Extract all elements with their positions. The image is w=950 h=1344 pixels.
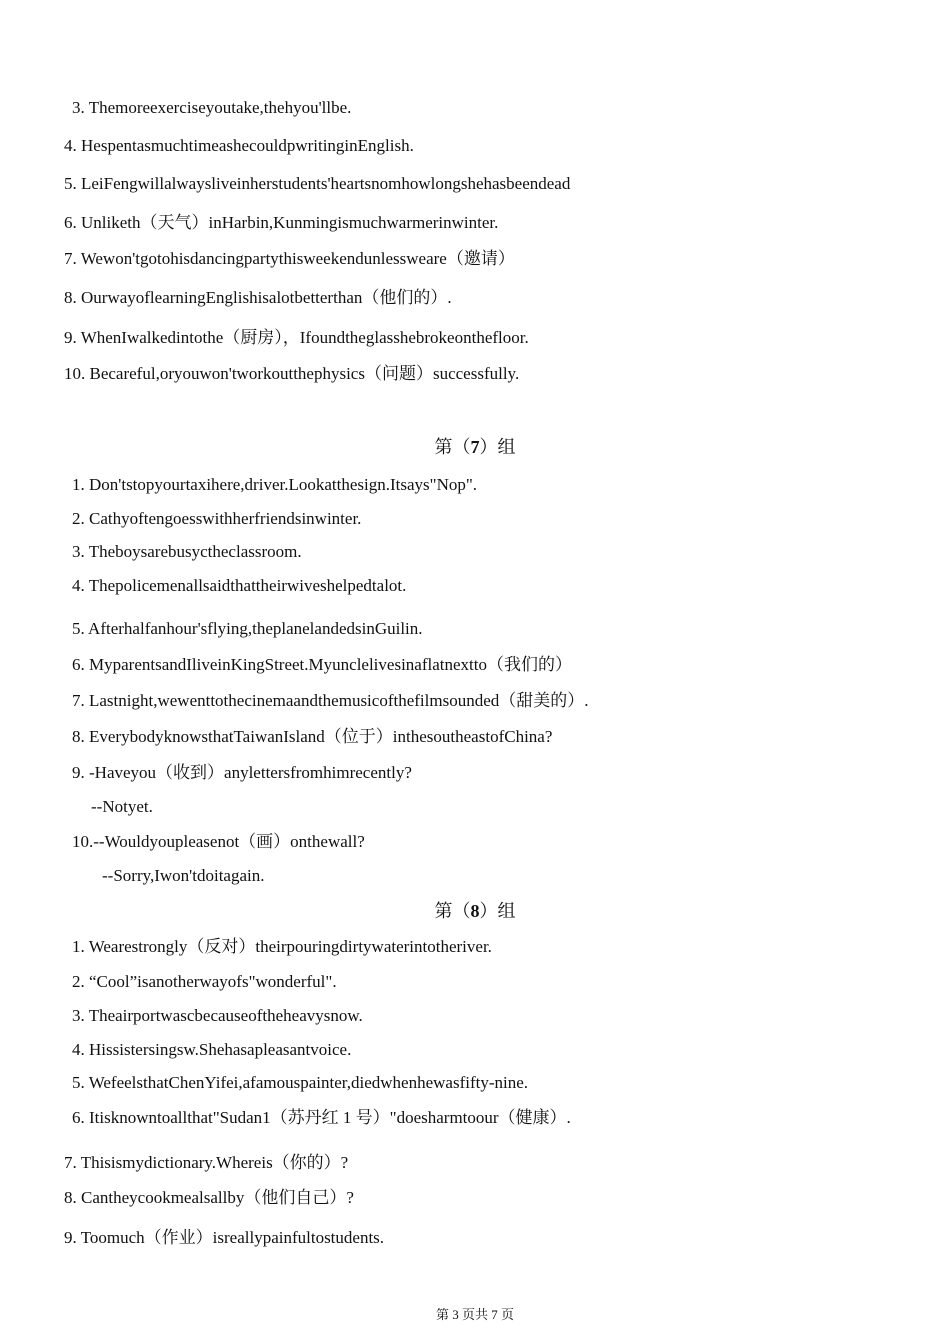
exercise-line: 10. Becareful,oryouwon'tworkoutthephysics（问题）successfully. xyxy=(64,364,520,383)
exercise-line: 3. Theairportwascbecauseoftheheavysnow. xyxy=(72,1006,363,1025)
exercise-line: 3. Theboysarebusyctheclassroom. xyxy=(72,542,302,561)
exercise-line: 6. Itisknowntoallthat"Sudan1（苏丹红 1 号）"doesharmtoour（健康）. xyxy=(72,1108,571,1127)
exercise-line: 4. Hissistersingsw.Shehasapleasantvoice. xyxy=(72,1040,352,1059)
exercise-line: 9. Toomuch（作业）isreallypainfultostudents. xyxy=(64,1228,385,1247)
exercise-line: 6. MyparentsandIliveinKingStreet.Myunclelivesinaflatnextto（我们的） xyxy=(72,655,572,674)
exercise-line: 2. “Cool”isanotherwayofs"wonderful". xyxy=(72,972,337,991)
exercise-line: 4. HespentasmuchtimeashecouldpwritinginEnglish. xyxy=(64,136,414,155)
exercise-line: 2. Cathyoftengoesswithherfriendsinwinter. xyxy=(72,509,362,528)
exercise-line: 8. OurwayoflearningEnglishisalotbetterthan（他们的）. xyxy=(64,288,452,307)
section-heading-group-8: 第（8）组 xyxy=(434,901,516,921)
exercise-line: 5. WefeelsthatChenYifei,afamouspainter,diedwhenhewasfifty-nine. xyxy=(72,1073,529,1092)
exercise-line: 9. WhenIwalkedintothe（厨房），Ifoundtheglasshebrokeonthefloor. xyxy=(64,328,529,347)
exercise-line: 1. Wearestrongly（反对）theirpouringdirtywaterintotheriver. xyxy=(72,937,492,956)
exercise-line: 8. Cantheycookmealsallby（他们自己）? xyxy=(64,1188,354,1207)
exercise-line: 9. -Haveyou（收到）anylettersfromhimrecently? xyxy=(72,763,412,782)
exercise-line: 3. Themoreexerciseyoutake,thehyou'llbe. xyxy=(72,98,352,117)
exercise-line: --Notyet. xyxy=(91,797,153,816)
exercise-line: 7. Lastnight,wewenttothecinemaandthemusicofthefilmsounded（甜美的）. xyxy=(72,691,589,710)
exercise-line: 6. Unliketh（天气）inHarbin,Kunmingismuchwarmerinwinter. xyxy=(64,213,499,232)
exercise-line: 1. Don'tstopyourtaxihere,driver.Lookatthesign.Itsays"Nop". xyxy=(72,475,478,494)
exercise-line: 4. Thepolicemenallsaidthattheirwiveshelpedtalot. xyxy=(72,576,407,595)
exercise-line: 7. Wewon'tgotohisdancingpartythisweekendunlessweare（邀请） xyxy=(64,249,515,268)
exercise-line: --Sorry,Iwon'tdoitagain. xyxy=(102,866,265,885)
section-heading-group-7: 第（7）组 xyxy=(434,437,516,457)
exercise-line: 7. Thisismydictionary.Whereis（你的）? xyxy=(64,1153,349,1172)
exercise-line: 5. Afterhalfanhour'sflying,theplanelandedsinGuilin. xyxy=(72,619,423,638)
exercise-line: 5. LeiFengwillalwaysliveinherstudents'heartsnomhowlongshehasbeendead xyxy=(64,174,571,193)
exercise-line: 10.--Wouldyoupleasenot（画）onthewall? xyxy=(72,832,365,851)
exercise-line: 8. EverybodyknowsthatTaiwanIsland（位于）inthesoutheastofChina? xyxy=(72,727,553,746)
page-number: 第 3 页共 7 页 xyxy=(435,1307,514,1322)
